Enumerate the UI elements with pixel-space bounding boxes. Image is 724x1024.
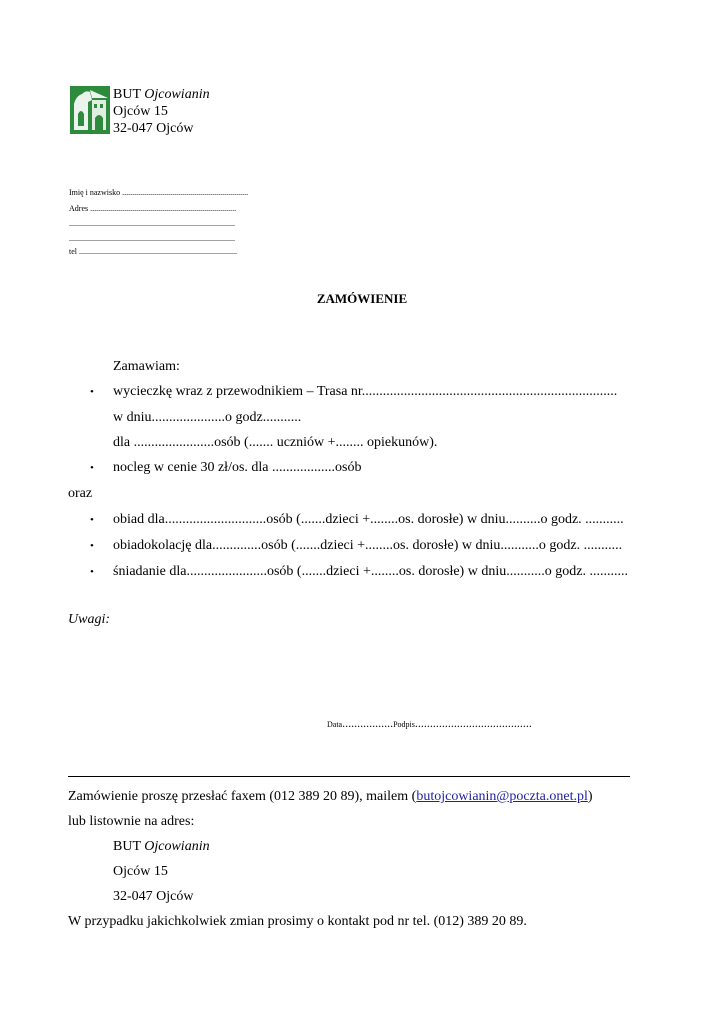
company-name: BUT Ojcowianin (113, 87, 210, 102)
date-label: Data (327, 720, 343, 729)
order-intro: Zamawiam: (113, 359, 180, 374)
date-dots: ................. (342, 716, 394, 730)
trip-line: wycieczkę wraz z przewodnikiem – Trasa nr......................................................................... (113, 384, 618, 399)
sign-dots: ....................................... (414, 716, 532, 730)
dinner-line: obiad dla.............................osób (.......dzieci +........os. dorosłe) w dniu..........o godz. ........... (113, 512, 624, 527)
name-field: Imię i nazwisko ............................................................... (69, 188, 249, 197)
divider (68, 776, 630, 777)
email-link[interactable]: butojcowianin@poczta.onet.pl (416, 789, 588, 804)
contact-line: W przypadku jakichkolwiek zmian prosimy o kontakt pod nr tel. (012) 389 20 89. (68, 914, 527, 929)
bullet: • (90, 540, 94, 552)
signature-line (327, 716, 532, 731)
trip-people-line: dla .......................osób (....... uczniów +........ opiekunów). (113, 435, 438, 450)
bullet: • (90, 462, 94, 474)
lodging-line: nocleg w cenie 30 zł/os. dla ..................osób (113, 460, 362, 475)
bullet: • (90, 386, 94, 398)
sign-label: Podpis (393, 720, 415, 729)
phone-field: tel ............................................................................... (69, 247, 237, 256)
breakfast-line: śniadanie dla.......................osób (.......dzieci +........os. dorosłe) w dniu...........o godz. ........... (113, 564, 628, 579)
bullet: • (90, 566, 94, 578)
page-title: ZAMÓWIENIE (316, 291, 408, 306)
send-instructions: Zamówienie proszę przesłać faxem (012 389 20 89), mailem (butojcowianin@poczta.onet.pl) (68, 789, 593, 804)
footer-street: Ojców 15 (113, 864, 168, 879)
company-city: 32-047 Ojców (113, 121, 194, 136)
notes-label: Uwagi: (68, 612, 110, 627)
bullet: • (90, 514, 94, 526)
supper-line: obiadokolację dla..............osób (.......dzieci +........os. dorosłe) w dniu...........o godz. ........... (113, 538, 623, 553)
footer-city: 32-047 Ojców (113, 889, 194, 904)
address-field: Adres ......................................................................... (69, 204, 237, 213)
and-label: oraz (68, 486, 93, 501)
mail-line: lub listownie na adres: (68, 814, 195, 829)
company-street: Ojców 15 (113, 104, 168, 119)
ojcowianin-logo (70, 86, 110, 134)
trip-date-line: w dniu.....................o godz........... (113, 410, 302, 425)
address-line-2: ................................................................................... (69, 234, 235, 243)
footer-company: BUT Ojcowianin (113, 839, 210, 854)
address-line-1: ................................................................................... (69, 219, 235, 228)
